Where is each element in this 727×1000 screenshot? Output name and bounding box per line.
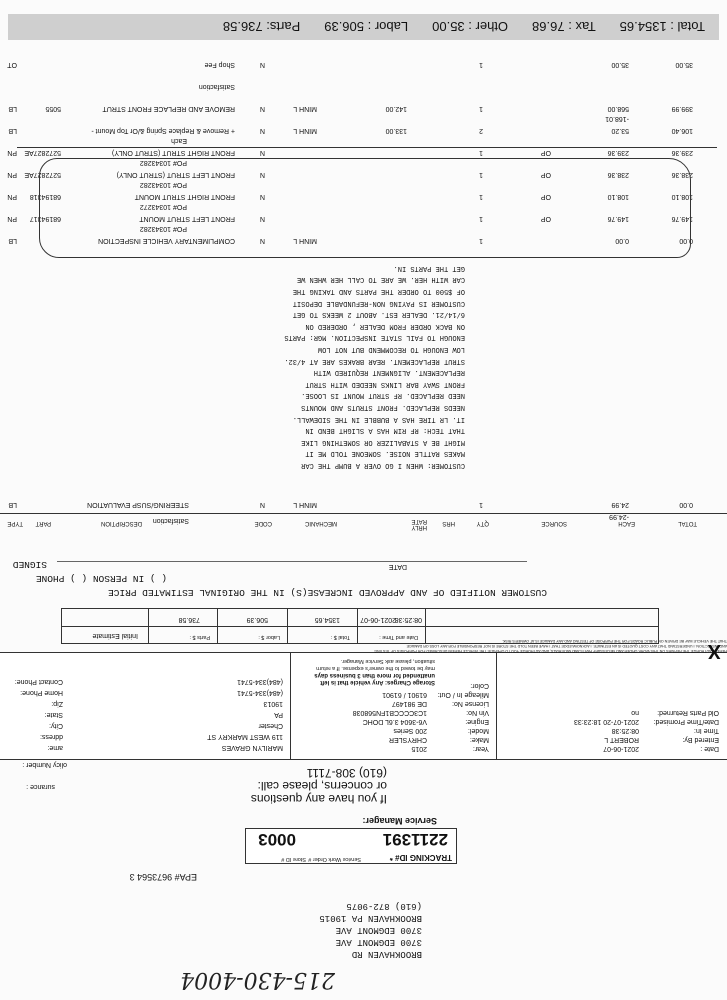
- row-qty: 2: [479, 127, 483, 134]
- time-label: Time In:: [693, 727, 719, 734]
- date-value: 2021-06-07: [603, 745, 639, 752]
- shop-phone: (610) 872-9075: [346, 901, 422, 911]
- policy-label: olicy Number :: [22, 761, 67, 768]
- year-value: 2015: [411, 745, 427, 752]
- row-type: LB: [8, 237, 17, 244]
- work-order-number: 2211391: [382, 830, 448, 849]
- mileage-value: 61901 / 61901: [382, 691, 427, 698]
- row-type: LB: [8, 501, 17, 508]
- est-parts: 736.58: [178, 616, 200, 623]
- shop-address-2: 3700 EDGMONT AVE: [335, 925, 422, 935]
- totals-parts: [223, 20, 300, 35]
- hdr-part: PART: [35, 520, 51, 526]
- totals-total: [620, 20, 705, 35]
- storage-line-2: may be towed to the owner's expense. If a return situation, please ask Service Manager.: [316, 658, 435, 671]
- row-total: 106.40: [671, 127, 693, 134]
- contact-phone: (610) 308-7111: [306, 766, 387, 780]
- row-code: N: [259, 171, 265, 178]
- total-value: 1354.65: [619, 19, 667, 35]
- row-total: 108.10: [671, 193, 693, 200]
- row-po: -168.01: [605, 115, 629, 122]
- row-src: OP: [540, 193, 551, 200]
- hand-drawn-bracket: [39, 158, 691, 258]
- entered-value: ROBERT L: [604, 736, 639, 743]
- zip-label: Zip:: [51, 700, 63, 707]
- note-line: CUSTOMER IS PAYING NON-REFUNDABLE DEPOSIT: [292, 298, 465, 307]
- note-line: REPLACEMENT. ALIGNMENT REQUIRED WITH: [313, 368, 465, 377]
- estimate-grid: [61, 608, 659, 644]
- row-src: OP: [540, 171, 551, 178]
- totals-labor: [324, 20, 408, 35]
- contact-phone-label: Contact Phone:: [14, 678, 63, 685]
- row-each: 238.36: [607, 171, 629, 178]
- notified-text: CUSTOMER NOTIFIED OF AND APPROVED INCREASE(S) IN THE ORIGINAL ESTIMATED PRICE: [108, 587, 547, 598]
- total-label: Total :: [670, 19, 705, 35]
- row-type: OT: [7, 61, 17, 68]
- totals-bar: [8, 14, 719, 40]
- row-each: 568.00: [607, 105, 629, 112]
- row-desc: REMOVE AND REPLACE FRONT STRUT: [102, 105, 235, 112]
- shop-address: [319, 900, 422, 960]
- labor-label-est: Labor $ :: [258, 634, 280, 640]
- row-part: 68194317: [29, 215, 61, 222]
- row-total: 399.99: [671, 105, 693, 112]
- epa-number: EPA# 9673564 3: [129, 872, 197, 882]
- other-value: 35.00: [432, 19, 465, 35]
- hdr-description: DESCRIPTION: [100, 520, 142, 526]
- make-value: CHRYSLER: [389, 736, 427, 743]
- time-value: 08:25:38: [611, 727, 639, 734]
- fine-print-1: HEREBY AUTHORIZE THE REPAIRS ON THIS WORK ORDER AND NECESSARY PARTS AND MATERIALS, AND AUTHORIZE YOU TO OPERATE THE VEHICLE HEREIN DESCRIBED FOR PURPOSES OF TESTING: [374, 649, 727, 653]
- hdr-qty: QTY: [476, 520, 489, 526]
- address-label: ddress:: [40, 733, 63, 740]
- contact-block: [251, 766, 387, 805]
- row-total: 239.36: [671, 149, 693, 156]
- vin-value: 1C3CCCCB1FN568038: [352, 709, 427, 716]
- parts-value: 736.58: [222, 19, 263, 35]
- name-value: MARILYN GRAVES: [221, 744, 283, 751]
- initial-estimate-label: Initial Estimate: [92, 632, 138, 639]
- row-qty: 1: [479, 61, 483, 68]
- note-line: LOW ENOUGH TO RECOMMEND BUT NOT LOW: [317, 345, 465, 354]
- table-row: [0, 48, 727, 68]
- state-label: State:: [44, 711, 63, 718]
- hdr-code: CODE: [254, 520, 272, 526]
- engine-label: Engine:: [465, 718, 489, 725]
- hdr-hrs: HRS: [442, 520, 455, 526]
- row-total: 238.36: [671, 171, 693, 178]
- row-po: PO# 10343282: [139, 159, 187, 166]
- order-label: Service Work Order #: [308, 856, 361, 862]
- row-each: 53.20: [611, 127, 629, 134]
- row-mech: MINH L: [293, 127, 317, 134]
- customer-info: [15, 676, 283, 753]
- hdr-source: SOURCE: [541, 520, 567, 526]
- hdr-rate: HRLY RATE: [411, 518, 427, 530]
- promised-label: Date/Time Promised:: [653, 718, 719, 725]
- contact-value: (484)334-5741: [237, 678, 283, 685]
- row-src: OP: [540, 149, 551, 156]
- date-line-label: DATE: [388, 563, 407, 570]
- row-type: LB: [8, 127, 17, 134]
- row-part: 5055: [45, 105, 61, 112]
- row-part: 68194318: [29, 193, 61, 200]
- store-id: 0003: [258, 830, 296, 849]
- row-desc: + Remove & Replace Spring &/Or Top Mount -: [91, 127, 235, 134]
- row-qty: 1: [479, 149, 483, 156]
- hdr-type: TYPE: [7, 520, 23, 526]
- vin-label: Vin No:: [466, 709, 489, 716]
- engine-value: V6-3604 3.6L DOHC: [362, 718, 427, 725]
- row-desc: FRONT RIGHT STRUT MOUNT: [134, 193, 235, 200]
- shop-name: BROOKHAVEN RD: [351, 949, 422, 959]
- row-each: 149.76: [607, 215, 629, 222]
- totals-other: [432, 20, 508, 35]
- row-total: 35.00: [675, 61, 693, 68]
- row-part: 5272827AE: [24, 171, 61, 178]
- datetime-label: Date and Time :: [379, 634, 418, 640]
- row-total: 0.00: [679, 237, 693, 244]
- returned-label: Old Parts Returned:: [657, 709, 719, 716]
- row-po: PO# 10343282: [139, 181, 187, 188]
- row-mech: MINH L: [293, 237, 317, 244]
- shop-address-1: 3700 EDGMONT AVE: [335, 937, 422, 947]
- note-line: THAT TECH: RF RIM HAS A SLIGHT BEND IN: [305, 426, 465, 435]
- row-code: N: [259, 193, 265, 200]
- note-line: MIGHT BE A STABALIZER OR SOMETHING LIKE: [301, 437, 465, 446]
- home-value: (484)334-5741: [237, 689, 283, 696]
- note-line: CUSTOMER: WHEN I GO OVER A BUMP THE CAR: [301, 461, 465, 469]
- address-value: 119 WEST MARKRY ST: [207, 733, 283, 740]
- in-person-phone: ( ) IN PERSON ( ) PHONE: [35, 573, 167, 584]
- home-label: Home Phone:: [20, 689, 63, 696]
- row-code: N: [259, 105, 265, 112]
- tax-label: Tax :: [568, 19, 596, 35]
- hdr-total: TOTAL: [678, 520, 697, 526]
- row-mech: MINH L: [293, 105, 317, 112]
- row-desc: STEERING/SUSP EVALUATION: [87, 501, 189, 508]
- row-po: Each: [171, 137, 187, 144]
- color-label: Color:: [470, 682, 489, 689]
- tax-value: 76.68: [532, 19, 565, 35]
- row-code: N: [259, 501, 265, 508]
- model-label: Model:: [467, 727, 489, 734]
- labor-value: 506.39: [324, 19, 365, 35]
- table-row: [0, 496, 727, 508]
- row-qty: 1: [479, 193, 483, 200]
- row-desc: Shop Fee: [204, 61, 235, 68]
- row-each: 108.10: [607, 193, 629, 200]
- returned-value: no: [631, 709, 639, 716]
- zip-value: 19013: [263, 700, 283, 707]
- mileage-label: Mileage In / Out:: [437, 691, 489, 698]
- hdr-each: EACH: [618, 520, 635, 526]
- table-row: [0, 92, 727, 122]
- table-row: [0, 70, 727, 90]
- row-part: 5272827AE: [24, 149, 61, 156]
- signature-x: X: [707, 640, 721, 662]
- note-line: CAR WITH HER. WE ARE TO CALL HER WHEN WE: [296, 275, 465, 284]
- row-src: OP: [540, 215, 551, 222]
- note-line: FRONT SWAY BAR LINKS NEEDED WITH STRUT: [305, 379, 465, 388]
- row-code: N: [259, 127, 265, 134]
- row-qty: 1: [479, 237, 483, 244]
- est-date: 2021-06-07: [360, 616, 396, 623]
- row-desc: FRONT LEFT STRUT (STRUT ONLY): [116, 171, 235, 178]
- date-label: Date :: [700, 745, 719, 752]
- city-label: City:: [49, 722, 63, 729]
- tracking-label: TRACKING ID# *: [389, 853, 452, 862]
- row-qty: 1: [479, 215, 483, 222]
- note-line: ENOUGH TO FAIL STATE INSPECTION. MGR: PARTS: [284, 333, 465, 342]
- note-line: STRUT REPLACEMENT. REAR BRAKES ARE AT 4/32.: [284, 356, 465, 365]
- handwritten-note: 215-430-4004: [180, 967, 335, 992]
- note-line: ON BACK ORDER FROM DEALER , ORDERED ON: [305, 321, 465, 330]
- note-line: OF $500 TO ORDER THE PARTS AND TAKING THE: [292, 287, 465, 296]
- row-po: PO# 10343282: [139, 225, 187, 232]
- note-line: IT. LR TIRE HAS A BUBBLE IN THE SIDEWALL.: [292, 414, 465, 423]
- hdr-mechanic: MECHANIC: [304, 520, 337, 526]
- note-line: GET THE PARTS IN.: [393, 263, 465, 272]
- total-label-est: Total $ :: [330, 634, 350, 640]
- row-desc: FRONT LEFT STRUT MOUNT: [139, 215, 235, 222]
- contact-line-1: If you have any questions: [250, 792, 387, 806]
- signed-label: SIGNED: [12, 559, 47, 570]
- row-po: PO# 10343272: [139, 203, 187, 210]
- row-type: PN: [7, 193, 17, 200]
- parts-label-est: Parts $ :: [189, 634, 210, 640]
- entered-label: Entered By:: [682, 736, 719, 743]
- note-line: MAKES RATTLE NOISE. SOMEONE TOLD ME IT: [305, 449, 465, 458]
- row-code: N: [259, 237, 265, 244]
- row-satisfaction: Satisfaction: [152, 517, 189, 524]
- assurance-label: surance :: [26, 783, 55, 790]
- est-time: 08:25:38: [394, 616, 422, 623]
- note-line: NEED REPLACED. RF STRUT MOUNT IS LOOSE.: [301, 391, 465, 400]
- row-mech: MINH L: [293, 501, 317, 508]
- row-desc: Satisfaction: [198, 83, 235, 90]
- license-value: DE 981497: [391, 700, 427, 707]
- row-code: N: [259, 61, 265, 68]
- row-desc: FRONT RIGHT STRUT (STRUT ONLY): [111, 149, 235, 156]
- order-info: [574, 708, 719, 753]
- city-value: Chester: [258, 722, 283, 729]
- row-qty: 1: [479, 171, 483, 178]
- service-manager-label: Service Manager:: [362, 816, 437, 826]
- fine-print-2: AND INSPECTION. I UNDERSTAND THAT ANY COST QUOTED IS AN ESTIMATE. I ACKNOWLEDGE THAT I HAVE BEEN TOLD THE STORE IS NOT RESPONSIBLE FOR ANY LOSS OR DAMAGE: [406, 644, 727, 648]
- row-extra: -24.99: [609, 513, 629, 520]
- contact-line-2: or concerns, please call:: [257, 779, 387, 793]
- row-qty: 1: [479, 105, 483, 112]
- model-value: 200 Series: [393, 727, 427, 734]
- row-total: 149.76: [671, 215, 693, 222]
- row-rate: 142.00: [385, 105, 407, 112]
- customer-note-block: [245, 261, 465, 470]
- row-rate: 133.00: [385, 127, 407, 134]
- row-code: N: [259, 149, 265, 156]
- row-type: PN: [7, 171, 17, 178]
- note-line: NEEDS REPLACED. FRONT STRUTS AND MOUNTS: [301, 403, 465, 412]
- other-label: Other :: [468, 19, 509, 35]
- fine-print-3: THAT THE VEHICLE MAY BE DRIVEN ON PUBLIC ROADS FOR THE PURPOSE OF TESTING AND ANY DAMAGE IS AT OWNER'S RISK.: [501, 639, 727, 643]
- labor-label: Labor :: [367, 19, 409, 35]
- year-label: Year:: [472, 745, 489, 752]
- shop-city: BROOKHAVEN PA 19015: [319, 913, 422, 923]
- row-type: PN: [7, 215, 17, 222]
- row-desc: COMPLIMENTARY VEHICLE INSPECTION: [98, 237, 235, 244]
- row-each: 24.99: [611, 501, 629, 508]
- totals-tax: [532, 20, 596, 35]
- row-type: LB: [8, 105, 17, 112]
- store-id-label: Store ID #: [281, 856, 306, 862]
- row-code: N: [259, 215, 265, 222]
- name-label: ame:: [47, 744, 63, 751]
- storage-charges: [295, 657, 435, 685]
- est-total: 1354.65: [314, 616, 340, 623]
- promised-value: 2021-07-20 18:23:33: [574, 718, 639, 725]
- row-total: 0.00: [679, 501, 693, 508]
- storage-line-1: Storage Charges: Any vehicle that is left unattended for more than 3 business days: [314, 672, 435, 685]
- table-row: [0, 136, 727, 166]
- note-line: 6/14/21. DEALER EST. ABOUT 2 WEEKS TO GET: [292, 310, 465, 319]
- make-label: Make:: [469, 736, 489, 743]
- est-labor: 506.39: [246, 616, 268, 623]
- row-each: 0.00: [615, 237, 629, 244]
- parts-label: Parts:: [266, 19, 301, 35]
- tracking-box: [245, 828, 457, 864]
- row-each: 239.36: [607, 149, 629, 156]
- row-qty: 1: [479, 501, 483, 508]
- vehicle-info: [353, 681, 489, 753]
- row-type: PN: [7, 149, 17, 156]
- row-each: 35.00: [611, 61, 629, 68]
- license-label: License No:: [452, 700, 489, 707]
- state-value: PA: [274, 711, 283, 718]
